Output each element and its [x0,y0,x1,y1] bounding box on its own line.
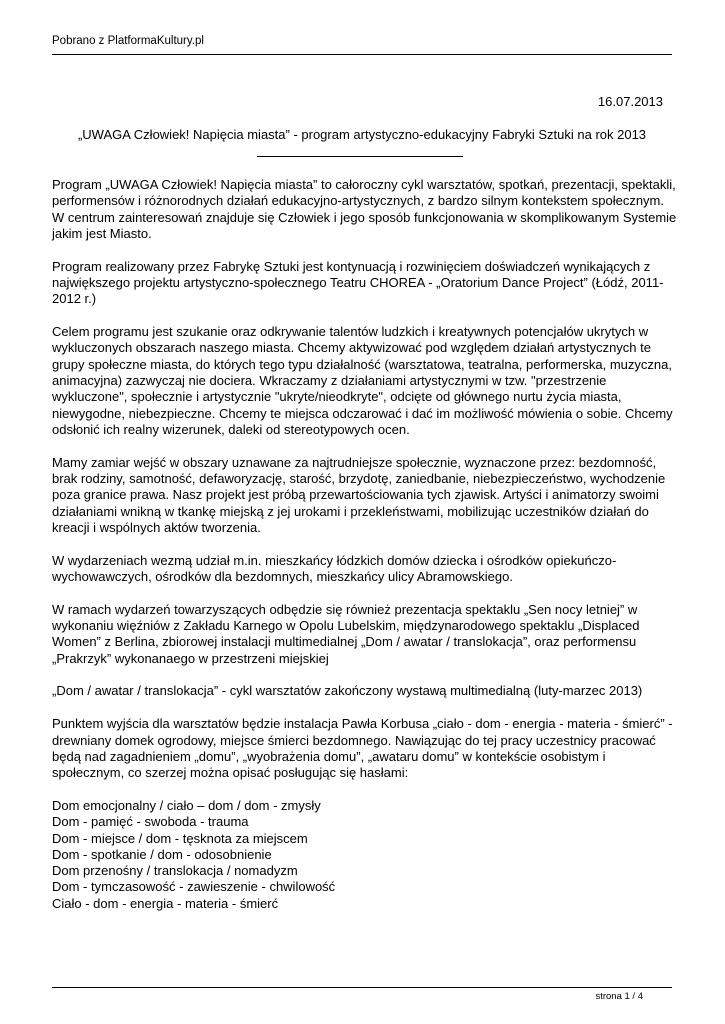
list-item: Dom - spotkanie / dom - odosobnienie [52,846,272,862]
paragraph-continuation: Program realizowany przez Fabrykę Sztuki jest kontynuacją i rozwinięciem doświadczeń wynikających z największego projektu artystyczno-społecznego Teatru CHOREA - „Oratorium Dance Project” (Łódź, 2011-2012 r.) [52,258,664,307]
title-underline [257,156,463,157]
list-item: Dom przenośny / translokacja / nomadyzm [52,863,298,879]
slogan-list [52,798,678,912]
paragraph-goal: Celem programu jest szukanie oraz odkrywanie talentów ludzkich i kreatywnych potencjałów ukrytych w wykluczonych obszarach naszego miasta. Chcemy aktywizować pod względem działań artystycznych te grupy społeczne miasta, do których tego typu działalność (warsztatowa, teatralna, performerska, muzyczna, animacyjna) zazwyczaj nie dociera. Wkraczamy z działaniami artystycznymi w tzw. "przestrzenie wykluczone", społecznie i artystycznie "ukryte/nieodkryte", odcięte od głównego nurtu życia miasta, niewygodne, niebezpieczne. Chcemy te miejsca odczarować i dać im możliwość mówienia o sobie. Chcemy odsłonić ich realny wizerunek, daleki od stereotypowych ocen. [52,324,673,437]
list-item: Ciało - dom - energia - materia - śmierć [52,895,279,911]
document-title: „UWAGA Człowiek! Napięcia miasta” - program artystyczno-edukacyjny Fabryki Sztuki na rok 2013 [77,127,647,142]
list-item: Dom - pamięć - swoboda - trauma [52,814,249,830]
list-item: Dom - miejsce / dom - tęsknota za miejscem [52,830,308,846]
paragraph-accompanying-events: W ramach wydarzeń towarzyszących odbędzie się również prezentacja spektaklu „Sen nocy letniej” w wykonaniu więźniów z Zakładu Karnego w Opolu Lubelskim, międzynarodowego spektaklu „Displaced Women” z Berlina, zbiorowej instalacji multimedialnej „Dom / awatar / translokacja”, oraz performensu „Prakrzyk” wykonanaego w przestrzeni miejskiej [52,601,640,666]
list-item: Dom - tymczasowość - zawieszenie - chwilowość [52,879,336,895]
header-divider [52,54,672,55]
paragraph-intro: Program „UWAGA Człowiek! Napięcia miasta” to całoroczny cykl warsztatów, spotkań, prezentacji, spektakli, performensów i różnorodnych działań edukacyjno-artystycznych, z bardzo silnym kontekstem społecznym. W centrum zainteresowań znajduje się Człowiek i jego sposób funkcjonowania w skomplikowanym Systemie jakim jest Miasto. [52,177,677,241]
paragraph-starting-point: Punktem wyjścia dla warsztatów będzie instalacja Pawła Korbusa „ciało - dom - energia - materia - śmierć” - drewniany domek ogrodowy, miejsce śmierci bezdomnego. Nawiązując do tej pracy uczestnicy pracować będą nad zagadnieniem „domu”, „wyobrażenia domu”, „awataru domu” w kontekście osobistym i społecznym, co szerzej można opisać posługując się hasłami: [52,716,673,781]
list-item: Dom emocjonalny / ciało – dom / dom - zmysły [52,797,321,813]
page-number: strona 1 / 4 [595,991,643,1002]
paragraph-workshop-cycle: „Dom / awatar / translokacja” - cykl warsztatów zakończony wystawą multimedialną (luty-marzec 2013) [52,683,643,699]
source-header: Pobrano z PlatformaKultury.pl [52,35,204,47]
document-body [52,177,678,912]
paragraph-areas: Mamy zamiar wejść w obszary uznawane za najtrudniejsze społecznie, wyznaczone przez: bezdomność, brak rodziny, samotność, defaworyzację, starość, brzydotę, zaniedbanie, niebezpieczeństwo, wychodzenie poza granice prawa. Nasz projekt jest próbą przewartościowania tych zjawisk. Artyści i animatorzy swoimi działaniami wnikną w tkankę miejską z jej urokami i przekleństwami, mobilizując uczestników działań do kreacji i wspólnych aktów tworzenia. [52,454,666,535]
document-date: 16.07.2013 [597,94,663,109]
paragraph-participants: W wydarzeniach wezmą udział m.in. mieszkańcy łódzkich domów dziecka i ośrodków opiekuńczo-wychowawczych, ośrodków dla bezdomnych, mieszkańcy ulicy Abramowskiego. [52,552,617,584]
footer-divider [52,987,672,988]
